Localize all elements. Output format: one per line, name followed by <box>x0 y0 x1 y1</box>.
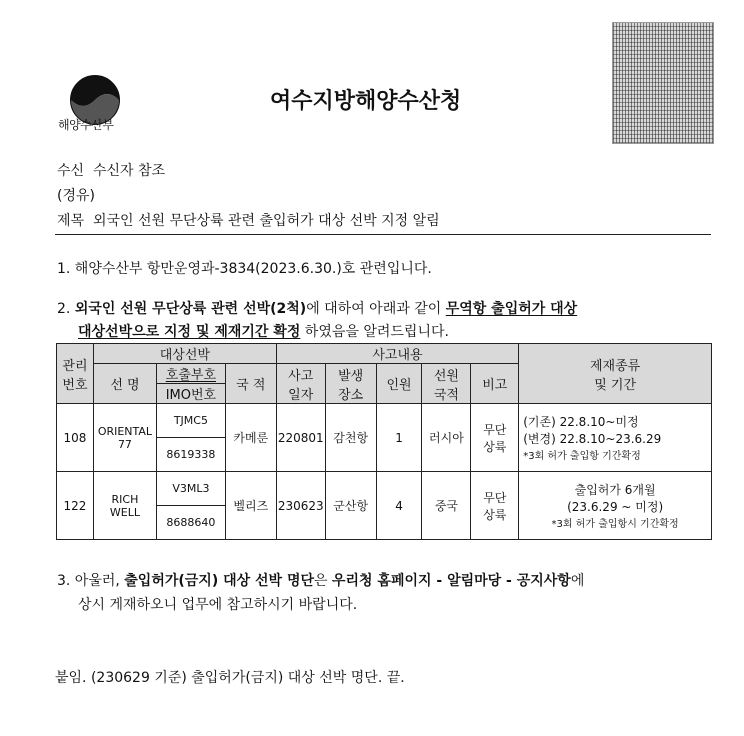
cell-people: 1 <box>376 404 422 472</box>
header-nation: 국 적 <box>225 364 276 404</box>
p2-underline-1: 무역항 출입허가 대상 <box>445 301 578 317</box>
header-imo: IMO번호 <box>156 384 225 404</box>
cell-remark: 무단 상륙 <box>471 404 519 472</box>
subject-line <box>57 210 440 230</box>
table-row <box>57 472 712 506</box>
cell-place: 군산항 <box>325 472 376 540</box>
subject-value: 외국인 선원 무단상륙 관련 출입허가 대상 선박 지정 알림 <box>92 213 440 229</box>
p2-text-2: 하였음을 알려드립니다. <box>300 324 449 340</box>
divider <box>55 234 711 235</box>
attachment-line: 붙임. (230629 기준) 출입허가(금지) 대상 선박 명단. 끝. <box>55 670 405 686</box>
cell-callsign: V3ML3 <box>156 472 225 506</box>
paragraph-3-line1: 3. 아울러, 출입허가(금지) 대상 선박 명단은 우리청 홈페이지 - 알림마당 - 공지사항에 <box>57 573 585 589</box>
p2-bold: 외국인 선원 무단상륙 관련 선박(2척) <box>74 301 307 317</box>
cell-crew-nation: 러시아 <box>422 404 471 472</box>
header-vessel-name: 선 명 <box>93 364 156 404</box>
table-row <box>57 404 712 438</box>
header-callsign: 호출부호 <box>156 364 225 384</box>
cell-callsign: TJMC5 <box>156 404 225 438</box>
paragraph-2-line2 <box>78 321 449 341</box>
header-sanction: 제재종류 및 기간 <box>519 344 712 404</box>
via-line: (경유) <box>57 188 95 204</box>
cell-vessel-name: ORIENTAL 77 <box>93 404 156 472</box>
p2-text: 에 대하여 아래과 같이 <box>306 301 446 317</box>
header-mgmt-no: 관리 번호 <box>57 344 94 404</box>
org-title: 여수지방해양수산청 <box>270 89 462 114</box>
paragraph-3-line2: 상시 게재하오니 업무에 참고하시기 바랍니다. <box>78 597 358 613</box>
cell-people: 4 <box>376 472 422 540</box>
cell-crew-nation: 중국 <box>422 472 471 540</box>
subject-label: 제목 <box>57 213 85 229</box>
header-crew-nation: 선원 국적 <box>422 364 471 404</box>
cell-no: 122 <box>57 472 94 540</box>
cell-remark: 무단 상륙 <box>471 472 519 540</box>
recipient-value: 수신자 참조 <box>92 163 166 179</box>
paragraph-1: 1. 해양수산부 항만운영과-3834(2023.6.30.)호 관련입니다. <box>57 261 432 277</box>
cell-nation: 카메룬 <box>225 404 276 472</box>
cell-place: 감천항 <box>325 404 376 472</box>
p2-underline-2: 대상선박으로 지정 및 제재기간 확정 <box>78 324 301 340</box>
cell-imo: 8619338 <box>156 438 225 472</box>
recipient-label: 수신 <box>57 163 85 179</box>
p2-num: 2. <box>57 301 71 317</box>
recipient-line <box>57 160 165 180</box>
header-date: 사고 일자 <box>276 364 325 404</box>
header-place: 발생 장소 <box>325 364 376 404</box>
cell-vessel-name: RICH WELL <box>93 472 156 540</box>
cell-imo: 8688640 <box>156 506 225 540</box>
cell-sanction: 출입허가 6개월 (23.6.29 ~ 미정) *3회 허가 출입항시 기간확정 <box>519 472 712 540</box>
header-people: 인원 <box>376 364 422 404</box>
cell-date: 220801 <box>276 404 325 472</box>
cell-sanction: (기존) 22.8.10~미정 (변경) 22.8.10~23.6.29 *3회 허가 출입항 기간확정 <box>519 404 712 472</box>
cell-date: 230623 <box>276 472 325 540</box>
header-target-vessel: 대상선박 <box>93 344 276 364</box>
barcode-stamp-icon <box>612 22 714 144</box>
paragraph-2-line1 <box>57 298 577 318</box>
vessel-table <box>56 343 712 540</box>
cell-no: 108 <box>57 404 94 472</box>
header-incident: 사고내용 <box>276 344 519 364</box>
cell-nation: 벨리즈 <box>225 472 276 540</box>
header-remark: 비고 <box>471 364 519 404</box>
ministry-name: 해양수산부 <box>58 118 114 132</box>
